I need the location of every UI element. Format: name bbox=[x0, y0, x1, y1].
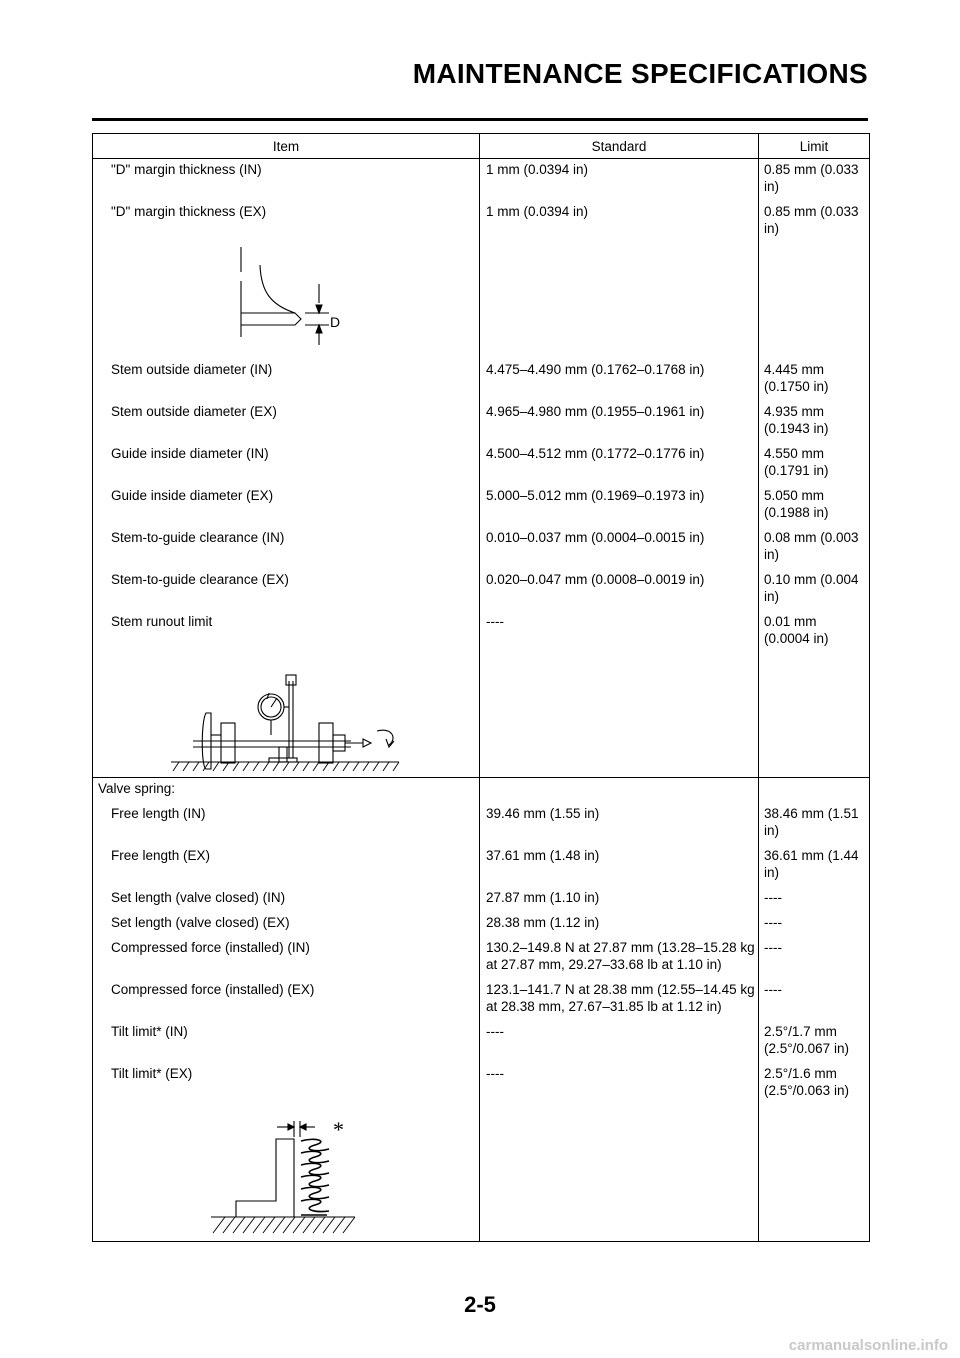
cell-item: Guide inside diameter (IN) bbox=[93, 443, 480, 485]
cell-standard: 4.500–4.512 mm (0.1772–0.1776 in) bbox=[480, 443, 759, 485]
cell-limit: ---- bbox=[759, 887, 870, 912]
cell-limit: ---- bbox=[759, 937, 870, 979]
table-row bbox=[93, 401, 870, 443]
cell-standard: 123.1–141.7 N at 28.38 mm (12.55–14.45 kg at 28.38 mm, 27.67–31.85 lb at 1.12 in) bbox=[480, 979, 759, 1021]
cell-limit: 38.46 mm (1.51 in) bbox=[759, 803, 870, 845]
cell-standard: 0.020–0.047 mm (0.0008–0.0019 in) bbox=[480, 569, 759, 611]
table-row bbox=[93, 912, 870, 937]
diagram-label-d: D bbox=[330, 313, 341, 330]
cell-limit: 5.050 mm (0.1988 in) bbox=[759, 485, 870, 527]
spec-table bbox=[92, 133, 870, 1242]
figure-row-margin bbox=[93, 237, 870, 359]
cell-limit: 4.550 mm (0.1791 in) bbox=[759, 443, 870, 485]
cell-limit: 0.01 mm (0.0004 in) bbox=[759, 611, 870, 651]
page-number: 2-5 bbox=[464, 1292, 496, 1317]
cell-limit: 0.10 mm (0.004 in) bbox=[759, 569, 870, 611]
table-row bbox=[93, 527, 870, 569]
figure-cell bbox=[93, 237, 480, 359]
cell-limit: 36.61 mm (1.44 in) bbox=[759, 845, 870, 887]
valve-margin-diagram bbox=[93, 237, 479, 359]
cell-item: Stem outside diameter (EX) bbox=[93, 401, 480, 443]
table-row bbox=[93, 937, 870, 979]
figure-row-tilt bbox=[93, 1101, 870, 1242]
cell-item: Set length (valve closed) (IN) bbox=[93, 887, 480, 912]
cell-item: Tilt limit* (IN) bbox=[93, 1021, 480, 1063]
cell-standard: 1 mm (0.0394 in) bbox=[480, 159, 759, 201]
cell-standard: 4.475–4.490 mm (0.1762–0.1768 in) bbox=[480, 359, 759, 401]
group-heading-valve-spring: Valve spring: bbox=[93, 777, 480, 803]
table-header-row bbox=[93, 134, 870, 159]
table-row bbox=[93, 443, 870, 485]
cell-standard: 1 mm (0.0394 in) bbox=[480, 201, 759, 237]
table-row bbox=[93, 1063, 870, 1101]
cell-limit: 2.5°/1.7 mm (2.5°/0.067 in) bbox=[759, 1021, 870, 1063]
table-row bbox=[93, 777, 870, 803]
table-row bbox=[93, 201, 870, 237]
cell-item: "D" margin thickness (IN) bbox=[93, 159, 480, 201]
spring-tilt-diagram bbox=[93, 1101, 479, 1241]
cell-standard: 4.965–4.980 mm (0.1955–0.1961 in) bbox=[480, 401, 759, 443]
table-row bbox=[93, 611, 870, 651]
cell-item: Compressed force (installed) (EX) bbox=[93, 979, 480, 1021]
cell-limit: 0.85 mm (0.033 in) bbox=[759, 201, 870, 237]
cell-limit: ---- bbox=[759, 912, 870, 937]
cell-item: Stem runout limit bbox=[93, 611, 480, 651]
cell-limit: 4.445 mm (0.1750 in) bbox=[759, 359, 870, 401]
page-title: MAINTENANCE SPECIFICATIONS bbox=[412, 58, 868, 89]
table-row bbox=[93, 803, 870, 845]
cell-item: Compressed force (installed) (IN) bbox=[93, 937, 480, 979]
cell-standard: ---- bbox=[480, 1021, 759, 1063]
cell-limit: 2.5°/1.6 mm (2.5°/0.063 in) bbox=[759, 1063, 870, 1101]
cell-standard: 130.2–149.8 N at 27.87 mm (13.28–15.28 kg at 27.87 mm, 29.27–33.68 lb at 1.10 in) bbox=[480, 937, 759, 979]
cell-limit: 0.08 mm (0.003 in) bbox=[759, 527, 870, 569]
cell-standard: 37.61 mm (1.48 in) bbox=[480, 845, 759, 887]
watermark: carmanualsonline.info bbox=[788, 1337, 948, 1354]
cell-standard: 27.87 mm (1.10 in) bbox=[480, 887, 759, 912]
header-rule bbox=[92, 118, 868, 121]
cell-standard: 39.46 mm (1.55 in) bbox=[480, 803, 759, 845]
cell-limit: ---- bbox=[759, 979, 870, 1021]
cell-limit: 0.85 mm (0.033 in) bbox=[759, 159, 870, 201]
cell-item: Set length (valve closed) (EX) bbox=[93, 912, 480, 937]
diagram-label-asterisk: * bbox=[333, 1117, 344, 1142]
cell-item: Guide inside diameter (EX) bbox=[93, 485, 480, 527]
cell-item: Free length (EX) bbox=[93, 845, 480, 887]
table-row bbox=[93, 1021, 870, 1063]
column-header-standard: Standard bbox=[480, 134, 759, 159]
figure-cell bbox=[93, 1101, 480, 1242]
table-row bbox=[93, 359, 870, 401]
table-row bbox=[93, 887, 870, 912]
cell-item: Tilt limit* (EX) bbox=[93, 1063, 480, 1101]
cell-item: Stem-to-guide clearance (IN) bbox=[93, 527, 480, 569]
table-row bbox=[93, 569, 870, 611]
cell-standard: ---- bbox=[480, 1063, 759, 1101]
figure-cell bbox=[93, 651, 480, 778]
table-row bbox=[93, 845, 870, 887]
cell-item: Stem outside diameter (IN) bbox=[93, 359, 480, 401]
table-row bbox=[93, 159, 870, 201]
column-header-item: Item bbox=[93, 134, 480, 159]
cell-limit: 4.935 mm (0.1943 in) bbox=[759, 401, 870, 443]
cell-standard: 28.38 mm (1.12 in) bbox=[480, 912, 759, 937]
figure-row-runout bbox=[93, 651, 870, 778]
table-row bbox=[93, 979, 870, 1021]
cell-standard: ---- bbox=[480, 611, 759, 651]
column-header-limit: Limit bbox=[759, 134, 870, 159]
table-row bbox=[93, 485, 870, 527]
cell-item: Stem-to-guide clearance (EX) bbox=[93, 569, 480, 611]
cell-item: Free length (IN) bbox=[93, 803, 480, 845]
dial-gauge-diagram bbox=[93, 651, 479, 777]
cell-standard: 5.000–5.012 mm (0.1969–0.1973 in) bbox=[480, 485, 759, 527]
cell-standard: 0.010–0.037 mm (0.0004–0.0015 in) bbox=[480, 527, 759, 569]
cell-item: "D" margin thickness (EX) bbox=[93, 201, 480, 237]
